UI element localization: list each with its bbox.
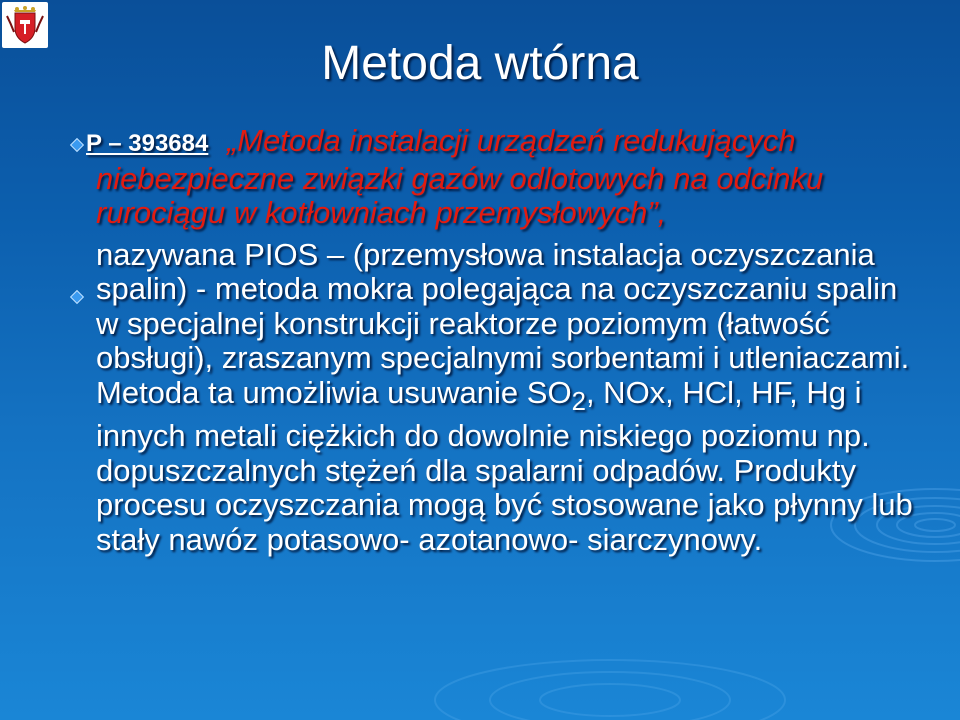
method-description <box>96 238 926 558</box>
description-subscript: 2 <box>571 387 586 416</box>
bullet-diamond-icon <box>70 138 84 152</box>
patent-number: P – 393684 <box>86 130 209 157</box>
slide-title: Metoda wtórna <box>321 37 639 90</box>
patent-title: „Metoda instalacji urządzeń redukujących niebezpieczne związki gazów odlotowych na odcinku rurociągu w kotłowniach przemysłowych”, <box>96 123 824 230</box>
description-text-part1: nazywana PIOS – (przemysłowa instalacja oczyszczania spalin) - metoda mokra polegająca na oczyszczaniu spalin w specjalnej konstrukcji reaktorze poziomym (łatwość obsługi), zraszanym specjalnymi sorbentami i utleniaczami. Metoda ta umożliwia usuwanie SO <box>96 236 910 410</box>
slide-body <box>86 123 926 557</box>
patent-paragraph <box>86 123 926 231</box>
bullet-diamond-icon <box>70 290 84 304</box>
description-text-part2: , NOx, HCl, HF, Hg i innych metali ciężkich do dowolnie niskiego poziomu np. dopuszczalnych stężeń dla spalarni odpadów. Produkty procesu oczyszczania mogą być stosowane jako płynny lub stały nawóz potasowo- azotanowo- siarczynowy. <box>96 374 913 557</box>
